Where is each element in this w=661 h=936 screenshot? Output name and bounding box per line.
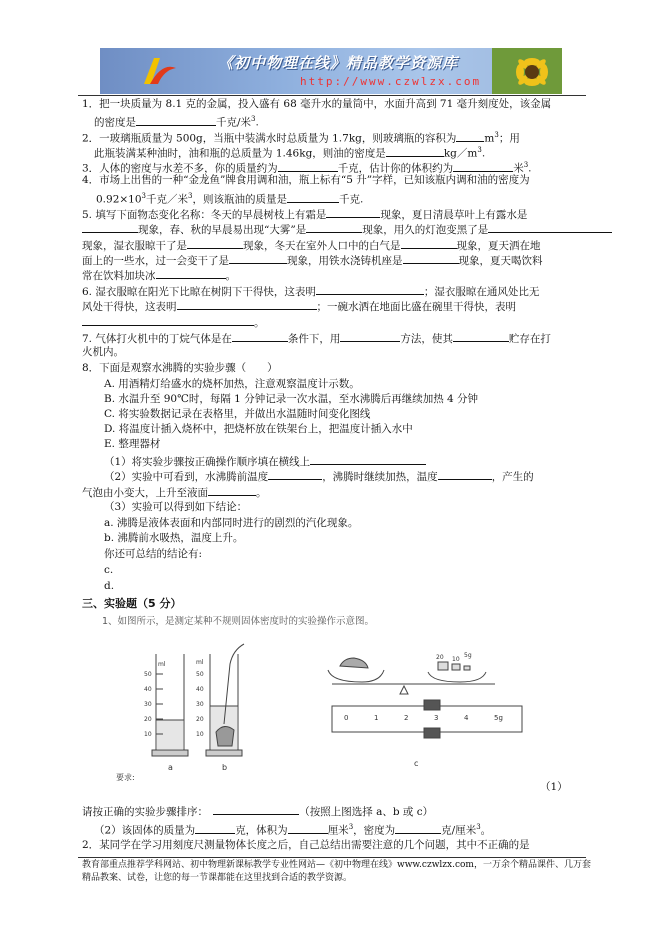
q5-line1: 5. 填写下面物态变化名称：冬天的早晨树枝上有霜是 现象，夏日清晨草叶上有露水是 (82, 206, 587, 222)
cylinder-a-unit: ml (158, 661, 166, 668)
banner-url[interactable]: http://www.czwlzx.com (300, 75, 482, 88)
weight-label-20: 20 (436, 654, 444, 661)
ruler-tick-5g: 5g (494, 714, 503, 722)
cyl-a-tick-10: 10 (144, 731, 152, 738)
q4-line1: 4．市场上出售的一种“金龙鱼”牌食用调和油，瓶上标有“5 升”字样，已知该瓶内调和油的密度为 (82, 174, 530, 186)
q8-part2-line1: （2）实验中可看到，水沸腾前温度 ，沸腾时继续加热，温度 ，产生的 (104, 468, 609, 484)
figure-caption: 1、如图所示，是测定某种不规则固体密度时的实验操作示意图。 (102, 616, 375, 627)
measuring-cylinder-a (152, 654, 188, 756)
q8-conclusion-c: c. (104, 564, 114, 576)
q8-conclusion-prompt: 你还可总结的结论有: (104, 548, 203, 560)
q1-line2: 的密度是 千克/米$^3$. (94, 115, 259, 129)
q6-blank-2[interactable] (177, 298, 317, 310)
q6-line1: 6. 湿衣服晾在阳光下比晾在树阴下干得快，这表明 ；湿衣服晾在通风处比无 (82, 283, 587, 299)
q5-line5: 常在饮料加块冰 。 (82, 267, 587, 283)
cyl-b-tick-30: 30 (196, 701, 204, 708)
q8-part1: （1）将实验步骤按正确操作顺序填在横线上 (104, 453, 609, 469)
q7-blank-1[interactable] (232, 330, 288, 342)
q8-part3: （3）实验可以得到如下结论： (104, 501, 248, 513)
q6-blank-1[interactable] (316, 283, 424, 295)
q8-order-blank[interactable] (310, 453, 426, 465)
q7-blank-2[interactable] (340, 330, 400, 342)
q5-blank-4[interactable] (488, 221, 612, 233)
ruler-tick-4: 4 (464, 714, 469, 722)
q5-blank-2[interactable] (82, 221, 138, 233)
banner-title: 《初中物理在线》精品教学资源库 (218, 54, 459, 72)
q7-line1: 7. 气体打火机中的丁烷气体是在 条件下，用 方法，使其 贮存在打 (82, 330, 587, 346)
q5-blank-6[interactable] (401, 237, 457, 249)
q9-density-blank[interactable] (395, 822, 441, 834)
figure-label-c: c (414, 759, 419, 768)
weight-label-10: 10 (452, 656, 460, 663)
cyl-b-tick-20: 20 (196, 716, 204, 723)
header-banner (100, 48, 562, 94)
q7-blank-3[interactable] (453, 330, 509, 342)
q8-conclusion-b: b. 沸腾前水吸热，温度上升。 (104, 532, 244, 544)
q8-surface-blank[interactable] (208, 484, 256, 496)
q5-line3: 现象，湿衣服晾干了是 现象，冬天在室外人口中的白气是 现象，夏天洒在地 (82, 237, 587, 253)
cyl-b-tick-40: 40 (196, 686, 204, 693)
q8-before-temp-blank[interactable] (268, 468, 322, 480)
q6-blank-3[interactable] (82, 314, 254, 326)
q5-blank-7[interactable] (229, 252, 287, 264)
ruler-tick-0: 0 (344, 714, 349, 722)
q9-line1: 请按正确的实验步骤排序： （按照上图选择 a、b 或 c） (82, 803, 587, 819)
q9-line3: 2．某同学在学习用刻度尺测量物体长度之后，自己总结出需要注意的几个问题，其中不正确的是 (82, 839, 530, 851)
ruler-tick-1: 1 (374, 714, 379, 722)
q8-step-b: B. 水温升至 90℃时，每隔 1 分钟记录一次水温，至水沸腾后再继续加热 4 分钟 (104, 393, 479, 405)
q8-step-a: A. 用酒精灯给盛水的烧杯加热，注意观察温度计示数。 (104, 378, 360, 390)
q7-line2: 火机内。 (82, 346, 124, 358)
figure-number-1: （1） (540, 781, 568, 793)
q6-line3: 。 (82, 314, 587, 330)
cyl-a-tick-50: 50 (144, 671, 152, 678)
q6-line2: 风处干得快，这表明 ；一碗水洒在地面比盛在碗里干得快，表明 (82, 298, 587, 314)
q5-blank-3[interactable] (306, 221, 362, 233)
header-rule (78, 95, 586, 96)
q1-density-blank[interactable] (136, 114, 216, 126)
q3-volume-blank[interactable] (453, 160, 513, 172)
q1-line1: 1．把一块质量为 8.1 克的金属，投入盛有 68 毫升水的量筒中，水面升高到 71 毫升刻度处，该金属 (82, 98, 552, 110)
cyl-b-tick-50: 50 (196, 671, 204, 678)
q8-step-d: D. 将温度计插入烧杯中，把烧杯放在铁架台上，把温度计插入水中 (104, 423, 413, 435)
q9-mass-blank[interactable] (195, 822, 235, 834)
figure-label-b: b (222, 763, 228, 772)
q5-line2: 现象，春、秋的早晨易出现“大雾”是 现象，用久的灯泡变黑了是 (82, 221, 587, 237)
q5-blank-5[interactable] (187, 237, 243, 249)
experiment-figure (100, 614, 580, 784)
section-experiment-title: 三、实验题（5 分） (82, 597, 182, 610)
q9-line2: （2）该固体的质量为 克，体积为 厘米$^3$，密度为 克/厘米$^3$。 (94, 823, 492, 837)
site-logo-icon (138, 54, 180, 88)
cyl-a-tick-20: 20 (144, 716, 152, 723)
q2-volume-blank[interactable] (456, 130, 484, 142)
q8-title: 8．下面是观察水沸腾的实验步骤（ ） (82, 362, 278, 374)
q8-boiling-temp-blank[interactable] (438, 468, 492, 480)
q4-mass-blank[interactable] (287, 191, 339, 203)
q5-blank-1[interactable] (326, 206, 380, 218)
q8-part2-line2: 气泡由小变大，上升至液面 。 (82, 484, 587, 500)
q5-line4: 面上的一些水，过一会变干了是 现象，用铁水浇铸机座是 现象，夏天喝饮料 (82, 252, 587, 268)
q8-step-c: C. 将实验数据记录在表格里，并做出水温随时间变化图线 (104, 408, 371, 420)
q5-blank-9[interactable] (156, 267, 226, 279)
footer-note: 教育部重点推荐学科网站、初中物理新课标教学专业性网站—《初中物理在线》www.czwlzx.com，一万余个精品课件、几万套精品教案、试卷，让您的每一节课都能在这里找到合适的教学资源。 (82, 860, 591, 883)
q4-line2: $0.92\times 10^3$千克／米$^3$，则该瓶油的质量是 千克. (96, 192, 364, 206)
q2-density-blank[interactable] (386, 145, 444, 157)
cylinder-b-unit: ml (196, 659, 204, 666)
q8-step-e: E. 整理器材 (104, 438, 161, 450)
q5-blank-8[interactable] (403, 252, 459, 264)
cyl-a-tick-40: 40 (144, 686, 152, 693)
q8-conclusion-d: d. (104, 580, 115, 592)
figure-requirement-label: 要求: (116, 773, 135, 782)
q9-order-blank[interactable] (213, 803, 299, 815)
q2-line2: 此瓶装满某种油时，油和瓶的总质量为 1.46kg，则油的密度是 $kg/m^3$. (94, 146, 486, 160)
ruler-tick-3: 3 (434, 714, 439, 722)
q3-line: 3．人体的密度与水差不多，你的质量约为 千克，估计你的体积约为 米$^3$. (82, 161, 532, 175)
figure-label-a: a (168, 763, 173, 772)
ruler-tick-2: 2 (404, 714, 409, 722)
q8-conclusion-a: a. 沸腾是液体表面和内部同时进行的剧烈的汽化现象。 (104, 517, 359, 529)
q3-mass-blank[interactable] (278, 160, 338, 172)
q9-volume-blank[interactable] (288, 822, 328, 834)
balance-scale (328, 658, 495, 694)
weight-label-5g: 5g (464, 652, 472, 659)
sunflower-icon (492, 48, 562, 94)
q2-line1: 2．一玻璃瓶质量为 500g，当瓶中装满水时总质量为 1.7kg，则玻璃瓶的容积为 $m^3$；用 (82, 131, 520, 145)
cyl-a-tick-30: 30 (144, 701, 152, 708)
measuring-cylinder-b (206, 644, 244, 756)
cyl-b-tick-10: 10 (196, 731, 204, 738)
footer-rule (78, 857, 586, 858)
